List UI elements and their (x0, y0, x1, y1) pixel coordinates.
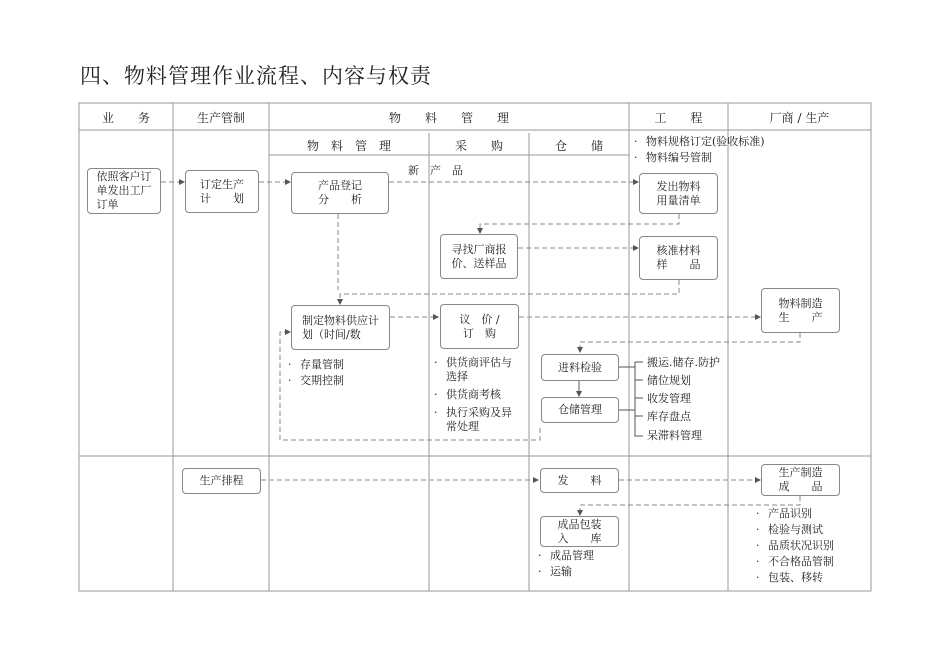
header-production-control: 生产管制 (196, 111, 245, 125)
purchasing-note: · 供货商评估与 选择 (434, 356, 512, 384)
engineering-note: · 物料规格订定(验收标准) (634, 135, 765, 149)
new-product-label: 新 产 品 (408, 164, 463, 177)
issue-bom-box: 发出物料 用量清单 (639, 173, 718, 214)
production-plan-box: 订定生产 计 划 (185, 170, 259, 213)
manufacture-product-box: 生产制造 成 品 (761, 464, 840, 496)
finished-note: · 运输 (538, 565, 572, 579)
header-material-management: 物 料 管 理 (388, 111, 509, 125)
warehouse-tree-item: 储位规划 (647, 374, 691, 387)
vendor-note: · 不合格品管制 (756, 555, 834, 569)
material-note: · 交期控制 (288, 374, 344, 388)
subheader-purchasing: 采 购 (454, 139, 503, 153)
subheader-material-mgmt: 物 料 管 理 (306, 139, 391, 153)
warehouse-tree-item: 库存盘点 (647, 410, 691, 423)
warehouse-management-box: 仓储管理 (541, 397, 619, 423)
product-registration-box: 产品登记 分 析 (291, 172, 389, 214)
customer-order-box: 依照客户订 单发出工厂 订单 (87, 168, 161, 214)
find-vendor-box: 寻找厂商报 价、送样品 (440, 234, 518, 279)
purchasing-note: · 执行采购及异 常处理 (434, 406, 512, 434)
header-engineering: 工 程 (654, 111, 703, 125)
engineering-note: · 物料编号管制 (634, 151, 712, 165)
vendor-note: · 产品识别 (756, 507, 812, 521)
warehouse-tree-item: 收发管理 (647, 392, 691, 405)
packaging-storage-box: 成品包装 入 库 (540, 516, 619, 547)
material-note: · 存量管制 (288, 358, 344, 372)
material-manufacture-box: 物料制造 生 产 (761, 288, 840, 333)
page-title: 四、物料管理作业流程、内容与权责 (80, 64, 432, 88)
approve-sample-box: 核准材料 样 品 (639, 236, 718, 280)
subheader-warehouse: 仓 储 (554, 139, 603, 153)
warehouse-tree-item: 呆滞料管理 (647, 429, 702, 442)
incoming-inspection-box: 进料检验 (541, 354, 619, 381)
vendor-note: · 品质状况识别 (756, 539, 834, 553)
warehouse-tree-item: 搬运.储存.防护 (647, 356, 720, 369)
price-order-box: 议 价 / 订 购 (440, 304, 519, 349)
vendor-note: · 包装、移转 (756, 571, 823, 585)
supply-plan-box: 制定物料供应计 划（时间/数 (291, 305, 390, 350)
production-schedule-box: 生产排程 (182, 468, 261, 494)
vendor-note: · 检验与测试 (756, 523, 823, 537)
purchasing-note: · 供货商考核 (434, 388, 501, 402)
issue-material-box: 发 料 (540, 468, 619, 493)
header-vendor-production: 厂商 / 生产 (769, 111, 830, 125)
header-business: 业 务 (101, 111, 150, 125)
finished-note: · 成品管理 (538, 549, 594, 563)
